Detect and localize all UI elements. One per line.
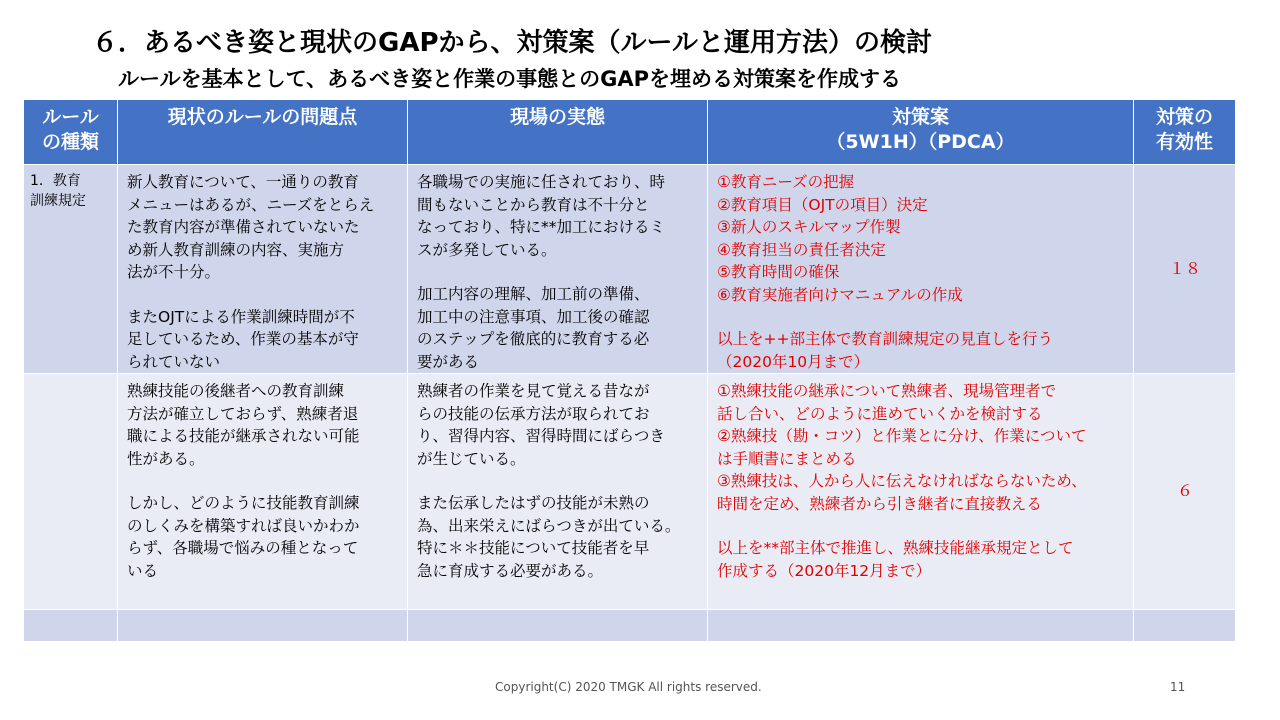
empty-cell (708, 610, 1134, 642)
header-rule-type-line: ルール (42, 106, 99, 128)
text-line: ③熟練技は、人から人に伝えなければならないため、 (717, 472, 1087, 490)
text-line: 方法が確立しておらず、熟練者退 (127, 404, 359, 423)
measures-cell (708, 374, 1134, 610)
text-line: スが多発している。 (417, 240, 557, 259)
text-line: （2020年10月まで） (717, 352, 870, 371)
table-row (24, 374, 1236, 610)
rule-type-line: 訓練規定 (30, 193, 86, 209)
header-rule-type-line: の種類 (41, 131, 99, 153)
empty-cell (24, 610, 118, 642)
rule-type-cell (24, 374, 118, 610)
text-line: は手順書にまとめる (717, 449, 857, 468)
effectiveness-score: ６ (1134, 374, 1236, 610)
text-line: 新人教育について、一通りの教育 (127, 173, 359, 191)
text-line: 特に＊＊技能について技能者を早 (417, 539, 650, 557)
text-line: 為、出来栄えにばらつきが出ている。 (417, 516, 681, 535)
rule-type-cell (24, 165, 118, 374)
header-measures-line: 対策案 (891, 106, 949, 128)
actual-cell (408, 374, 708, 610)
table-header-row (24, 100, 1236, 165)
text-line: メニューはあるが、ニーズをとらえ (127, 195, 375, 214)
text-line: ③新人のスキルマップ作製 (717, 218, 901, 236)
empty-cell (408, 610, 708, 642)
text-line: ⑥教育実施者向けマニュアルの作成 (717, 285, 963, 304)
text-line: 熟練者の作業を見て覚える昔なが (417, 382, 650, 400)
copyright-footer: Copyright(C) 2020 TMGK All rights reserved. (495, 680, 762, 694)
empty-cell (118, 610, 408, 642)
text-line: が生じている。 (417, 449, 526, 468)
text-line: またOJTによる作業訓練時間が不 (127, 307, 355, 326)
text-line: 間もないことから教育は不十分と (417, 195, 650, 214)
table-row-empty (24, 610, 1236, 642)
text-line: め新人教育訓練の内容、実施方 (127, 240, 345, 259)
text-line: らの技能の伝承方法が取られてお (417, 404, 650, 423)
text-line: 加工内容の理解、加工前の準備、 (417, 285, 650, 303)
slide-title: ６．あるべき姿と現状のGAPから、対策案（ルールと運用方法）の検討 (92, 28, 932, 58)
text-line: ①教育ニーズの把握 (717, 173, 855, 191)
text-line: しかし、どのように技能教育訓練 (127, 494, 360, 512)
header-measures-line: （5W1H）（PDCA） (826, 131, 1015, 153)
text-line: ②教育項目（OJTの項目）決定 (717, 195, 928, 214)
text-line: ④教育担当の責任者決定 (717, 240, 886, 259)
text-line: た教育内容が準備されていないた (127, 218, 360, 236)
text-line: のしくみを構築すれば良いかわか (127, 516, 360, 535)
header-measures (708, 100, 1134, 165)
header-effectiveness (1134, 100, 1236, 165)
text-line: 足しているため、作業の基本が守 (127, 330, 359, 348)
text-line: なっており、特に**加工におけるミ (417, 218, 666, 236)
table-row (24, 165, 1236, 374)
measures-table (23, 99, 1236, 642)
rule-type-line: 1．教育 (30, 173, 81, 189)
text-line: のステップを徹底的に教育する必 (417, 330, 650, 348)
text-line: いる (127, 561, 159, 580)
text-line: ⑤教育時間の確保 (717, 263, 840, 281)
slide-subtitle: ルールを基本として、あるべき姿と作業の事態とのGAPを埋める対策案を作成する (118, 67, 902, 91)
header-effectiveness-line: 対策の (1155, 106, 1213, 128)
header-effectiveness-line: 有効性 (1155, 131, 1213, 153)
header-actual: 現場の実態 (408, 100, 708, 165)
empty-cell (1134, 610, 1236, 642)
text-line: ②熟練技（勘・コツ）と作業とに分け、作業について (717, 427, 1087, 445)
text-line: 話し合い、どのように進めていくかを検討する (717, 404, 1043, 423)
text-line: らず、各職場で悩みの種となって (127, 539, 359, 557)
text-line: 法が不十分。 (127, 263, 221, 281)
header-problems: 現状のルールの問題点 (118, 100, 408, 165)
text-line: 各職場での実施に任されており、時 (417, 173, 666, 191)
text-line: 加工中の注意事項、加工後の確認 (417, 307, 650, 326)
text-line: 要がある (417, 352, 480, 371)
text-line: 以上を**部主体で推進し、熟練技能継承規定として (717, 539, 1074, 557)
text-line: られていない (127, 352, 221, 371)
text-line: 作成する（2020年12月まで） (717, 561, 932, 580)
page-number: 11 (1170, 680, 1186, 694)
actual-cell (408, 165, 708, 374)
header-rule-type (24, 100, 118, 165)
text-line: 以上を++部主体で教育訓練規定の見直しを行う (717, 330, 1053, 348)
problems-cell (118, 374, 408, 610)
effectiveness-score: １８ (1134, 165, 1236, 374)
problems-cell (118, 165, 408, 374)
measures-cell (708, 165, 1134, 374)
text-line: また伝承したはずの技能が未熟の (417, 494, 650, 512)
text-line: ①熟練技能の継承について熟練者、現場管理者で (717, 382, 1057, 400)
text-line: り、習得内容、習得時間にばらつき (417, 427, 665, 445)
text-line: 熟練技能の後継者への教育訓練 (127, 382, 345, 400)
text-line: 性がある。 (127, 449, 205, 468)
text-line: 時間を定め、熟練者から引き継者に直接教える (717, 494, 1042, 513)
text-line: 急に育成する必要がある。 (417, 561, 604, 580)
text-line: 職による技能が継承されない可能 (127, 427, 360, 445)
